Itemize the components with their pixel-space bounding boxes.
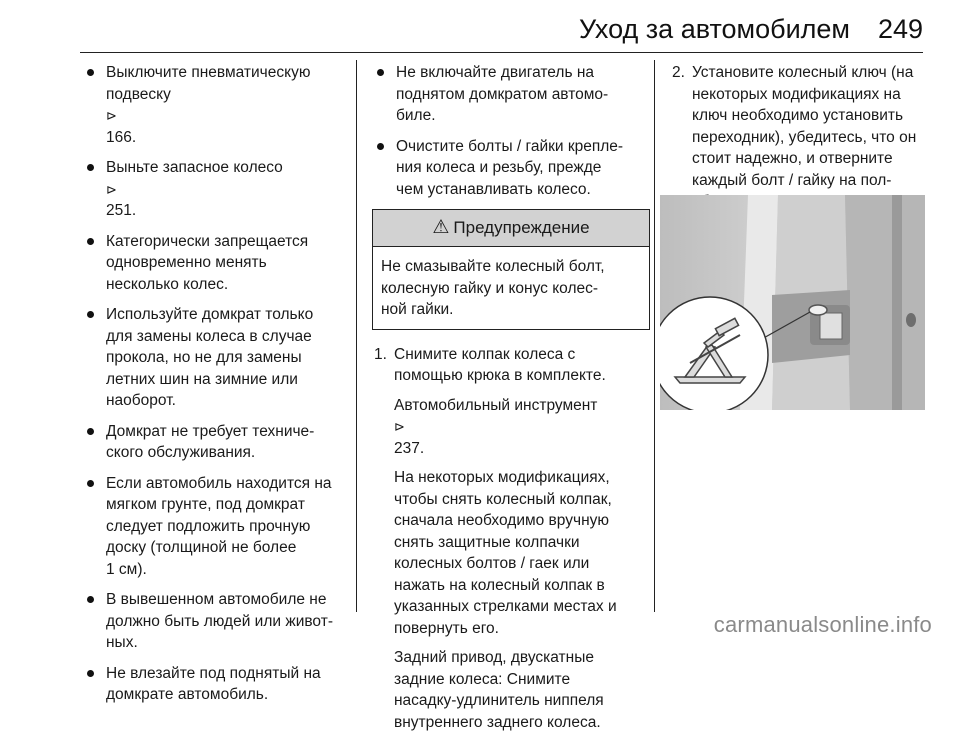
list-item: Очистите болты / гайки крепле‐ ния колеса и резьбу, прежде чем устанавливать колесо. [372,136,650,201]
column-left [82,62,352,715]
cross-reference-link[interactable]: 251. [106,202,137,219]
bullet-list [82,62,352,706]
column-divider-2 [654,60,655,612]
step-paragraph: Автомобильный инструмент ⊳ 237. [394,395,650,460]
column-middle [372,62,650,741]
step-number: 2. [672,64,685,81]
step-paragraph: Задний привод, двускатные задние колеса: Снимите насадку-удлинитель ниппеля внутреннего заднего колеса. [394,649,604,731]
cross-reference-arrow-icon: ⊳ [106,108,117,123]
cross-reference-link[interactable]: 166. [106,128,137,146]
step-item [372,344,650,734]
page-header [0,0,960,60]
list-item: Выключите пневматическую подвеску ⊳ 166. [82,62,352,148]
watermark: carmanualsonline.info [713,612,932,637]
warning-title: Предупреждение [453,218,590,238]
list-item: Выньте запасное колесо ⊳ 251. [82,157,352,222]
page-number: 249 [877,14,923,44]
list-item: Не включайте двигатель на поднятом домкратом автомо‐ биле. [372,62,650,127]
column-divider-1 [356,60,357,612]
warning-header [373,210,649,247]
cross-reference-arrow-icon: ⊳ [106,181,117,197]
cross-reference-link[interactable]: 237. [394,439,425,457]
step-paragraph: Установите колесный ключ (на некоторых модификациях на ключ необходимо установить переходник), убедитесь, что он стоит надежно, и отверните каждый болт / гайку на пол‐ [692,64,917,189]
list-item: Если автомобиль находится на мягком грунте, под домкрат следует подложить прочную доску (толщиной не более 1 см). [82,473,352,581]
list-item: Домкрат не требует техниче‐ ского обслуживания. [82,421,352,464]
step-number: 1. [374,345,387,363]
warning-text: Не смазывайте колесный болт, колесную гайку и конус колес‐ ной гайки. [381,258,605,318]
cross-reference-arrow-icon: ⊳ [394,419,405,434]
list-item: Используйте домкрат только для замены колеса в случае прокола, но не для замены летних шин на зимние или наоборот. [82,304,352,412]
step-paragraph: На некоторых модификациях, чтобы снять колесный колпак, сначала необходимо вручную снять защитные колпачки колесных болтов / гаек или нажать на колесный колпак в указанных стрелками местах и повернуть его. [394,469,617,637]
step-list [372,344,650,734]
header-divider [80,52,923,53]
step-list [670,62,930,213]
jack-illustration [660,195,925,410]
warning-box [372,209,650,330]
warning-triangle-icon: ⚠ [432,217,450,239]
page-title: Уход за автомобилем [578,14,850,44]
step-item [670,62,930,213]
step-paragraph: Снимите колпак колеса с помощью крюка в комплекте. [394,345,606,384]
bullet-list [372,62,650,200]
list-item: Не влезайте под поднятый на домкрате автомобиль. [82,663,352,706]
list-item: Категорически запрещается одновременно менять несколько колес. [82,231,352,296]
list-item: В вывешенном автомобиле не должно быть людей или живот‐ ных. [82,589,352,654]
